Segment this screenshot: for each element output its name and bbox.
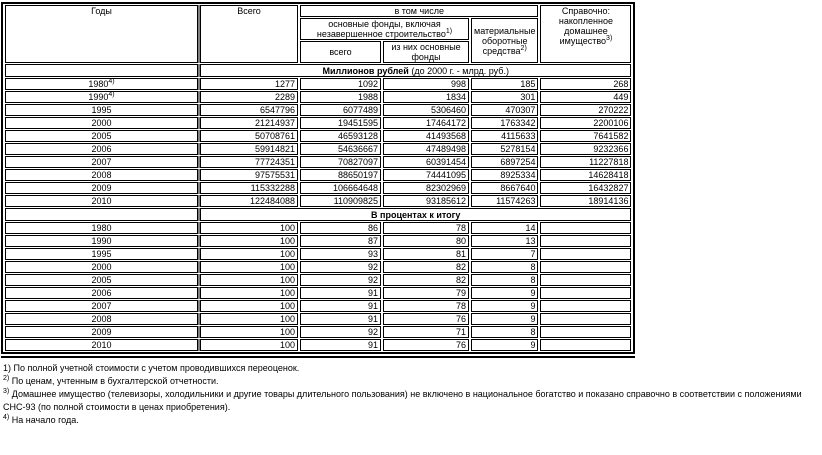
footnote-marker-3: 3): [606, 35, 613, 42]
footnotes: [3, 362, 821, 427]
year-cell: 1990$^{4)}$: [5, 91, 198, 103]
value-cell: 1092: [300, 78, 381, 90]
value-cell: 100: [200, 222, 298, 234]
year-cell: 2010: [5, 339, 198, 351]
table-row: [5, 222, 631, 234]
table-row: [5, 78, 631, 90]
col-header-years: Годы: [5, 5, 198, 63]
section-stub-cell: [5, 64, 198, 77]
year-cell: 2009: [5, 326, 198, 338]
table-row: [5, 169, 631, 181]
value-cell: 998: [383, 78, 469, 90]
value-cell: 59914821: [200, 143, 298, 155]
value-cell: 1988: [300, 91, 381, 103]
value-cell: 100: [200, 274, 298, 286]
value-cell: [540, 222, 631, 234]
table-row: [5, 326, 631, 338]
section-percent-title: [5, 208, 631, 221]
footnote-marker-4: 4): [108, 91, 115, 98]
value-cell: 8: [471, 261, 538, 273]
table-row: [5, 195, 631, 207]
footnote-separator-rule: [1, 356, 635, 358]
value-cell: 270222: [540, 104, 631, 116]
footnote-3: [3, 388, 821, 414]
section-title-row: [5, 208, 631, 221]
value-cell: 185: [471, 78, 538, 90]
value-cell: 19451595: [300, 117, 381, 129]
year-cell: 2000: [5, 261, 198, 273]
year-cell: 2010: [5, 195, 198, 207]
year-cell: 2006: [5, 143, 198, 155]
header-row-1: [5, 5, 631, 17]
value-cell: 14: [471, 222, 538, 234]
table-row: [5, 104, 631, 116]
value-cell: [540, 261, 631, 273]
national-wealth-table: [1, 2, 635, 354]
value-cell: 449: [540, 91, 631, 103]
value-cell: [540, 287, 631, 299]
value-cell: 92: [300, 261, 381, 273]
value-cell: 5278154: [471, 143, 538, 155]
year-cell: 2000: [5, 117, 198, 129]
value-cell: 47489498: [383, 143, 469, 155]
value-cell: 1763342: [471, 117, 538, 129]
section-title-percent: В процентах к итогу: [200, 208, 631, 221]
footnote-4-text: На начало года.: [11, 415, 79, 425]
value-cell: 74441095: [383, 169, 469, 181]
value-cell: 76: [383, 339, 469, 351]
footnote-4-marker: 4): [3, 414, 10, 421]
rubles-body: [5, 78, 631, 207]
value-cell: 13: [471, 235, 538, 247]
footnote-1-marker: 1): [3, 363, 12, 373]
table-row: [5, 274, 631, 286]
value-cell: 78: [383, 300, 469, 312]
value-cell: 100: [200, 235, 298, 247]
value-cell: 470307: [471, 104, 538, 116]
value-cell: 91: [300, 300, 381, 312]
value-cell: 70827097: [300, 156, 381, 168]
col-header-material: материальные оборотные средства$^{2)}$: [471, 18, 538, 63]
footnote-marker-1: 1): [445, 28, 453, 35]
footnote-marker-4: 4): [108, 78, 115, 85]
value-cell: 91: [300, 287, 381, 299]
value-cell: 11574263: [471, 195, 538, 207]
value-cell: 1834: [383, 91, 469, 103]
value-cell: 41493568: [383, 130, 469, 142]
year-cell: 2008: [5, 313, 198, 325]
value-cell: [540, 248, 631, 260]
value-cell: 8: [471, 326, 538, 338]
value-cell: 93185612: [383, 195, 469, 207]
value-cell: 14628418: [540, 169, 631, 181]
table-row: [5, 248, 631, 260]
year-cell: 1995: [5, 248, 198, 260]
value-cell: [540, 313, 631, 325]
value-cell: 110909825: [300, 195, 381, 207]
value-cell: 9: [471, 287, 538, 299]
footnote-2-text: По ценам, учтенным в бухгалтерской отчетности.: [11, 376, 219, 386]
year-cell: 1995: [5, 104, 198, 116]
value-cell: 100: [200, 326, 298, 338]
value-cell: 81: [383, 248, 469, 260]
footnote-4: [3, 414, 821, 427]
value-cell: 82: [383, 261, 469, 273]
value-cell: 91: [300, 339, 381, 351]
value-cell: 93: [300, 248, 381, 260]
value-cell: [540, 274, 631, 286]
table-row: [5, 300, 631, 312]
value-cell: 82: [383, 274, 469, 286]
value-cell: [540, 235, 631, 247]
value-cell: 9: [471, 300, 538, 312]
value-cell: 8: [471, 274, 538, 286]
value-cell: 100: [200, 300, 298, 312]
value-cell: 76: [383, 313, 469, 325]
table-row: [5, 313, 631, 325]
col-header-including: в том числе: [300, 5, 538, 17]
value-cell: 6077489: [300, 104, 381, 116]
value-cell: 2289: [200, 91, 298, 103]
value-cell: 8925334: [471, 169, 538, 181]
value-cell: 17464172: [383, 117, 469, 129]
value-cell: 122484088: [200, 195, 298, 207]
value-cell: 4115633: [471, 130, 538, 142]
value-cell: 97575531: [200, 169, 298, 181]
col-header-fixed-total: всего: [300, 41, 381, 63]
year-cell: 2005: [5, 274, 198, 286]
value-cell: 9232366: [540, 143, 631, 155]
value-cell: 9: [471, 313, 538, 325]
value-cell: [540, 339, 631, 351]
table-row: [5, 339, 631, 351]
value-cell: 88650197: [300, 169, 381, 181]
value-cell: 5306460: [383, 104, 469, 116]
value-cell: 100: [200, 248, 298, 260]
year-cell: 2005: [5, 130, 198, 142]
year-cell: 2007: [5, 300, 198, 312]
value-cell: 18914136: [540, 195, 631, 207]
col-header-total: Всего: [200, 5, 298, 63]
value-cell: 100: [200, 313, 298, 325]
section-rubles-title: [5, 64, 631, 77]
value-cell: 301: [471, 91, 538, 103]
value-cell: 60391454: [383, 156, 469, 168]
table-row: [5, 182, 631, 194]
value-cell: 71: [383, 326, 469, 338]
value-cell: 100: [200, 261, 298, 273]
value-cell: 82302969: [383, 182, 469, 194]
year-cell: 2009: [5, 182, 198, 194]
value-cell: 92: [300, 326, 381, 338]
value-cell: 115332288: [200, 182, 298, 194]
table-row: [5, 91, 631, 103]
section-stub-cell: [5, 208, 198, 221]
value-cell: 6897254: [471, 156, 538, 168]
value-cell: 91: [300, 313, 381, 325]
year-cell: 2007: [5, 156, 198, 168]
value-cell: 6547796: [200, 104, 298, 116]
value-cell: 268: [540, 78, 631, 90]
table-row: [5, 143, 631, 155]
value-cell: 8667640: [471, 182, 538, 194]
value-cell: 100: [200, 287, 298, 299]
value-cell: 11227818: [540, 156, 631, 168]
col-header-reference: Справочно: накопленное домашнее имущество$^{3)}$: [540, 5, 631, 63]
year-cell: 2008: [5, 169, 198, 181]
value-cell: 100: [200, 339, 298, 351]
value-cell: [540, 300, 631, 312]
year-cell: 2006: [5, 287, 198, 299]
value-cell: 7641582: [540, 130, 631, 142]
footnote-2-marker: 2): [3, 375, 10, 382]
col-header-fixed-of-which: из них основные фонды: [383, 41, 469, 63]
value-cell: 106664648: [300, 182, 381, 194]
footnote-2: [3, 375, 821, 388]
footnote-1-text: По полной учетной стоимости с учетом проводившихся переоценок.: [13, 363, 300, 373]
table-row: [5, 117, 631, 129]
value-cell: 1277: [200, 78, 298, 90]
value-cell: 78: [383, 222, 469, 234]
value-cell: 54636667: [300, 143, 381, 155]
year-cell: 1990: [5, 235, 198, 247]
section-title-row: [5, 64, 631, 77]
value-cell: 92: [300, 274, 381, 286]
year-cell: 1980: [5, 222, 198, 234]
value-cell: 50708761: [200, 130, 298, 142]
value-cell: 86: [300, 222, 381, 234]
value-cell: 16432827: [540, 182, 631, 194]
value-cell: 21214937: [200, 117, 298, 129]
col-header-fixed-assets: основные фонды, включая незавершенное строительство$^{1)}$: [300, 18, 469, 40]
value-cell: 77724351: [200, 156, 298, 168]
value-cell: 87: [300, 235, 381, 247]
section-title-rubles: Миллионов рублей (до 2000 г. - млрд. руб.): [200, 64, 631, 77]
value-cell: 80: [383, 235, 469, 247]
footnote-marker-2: 2): [520, 44, 527, 52]
table-row: [5, 261, 631, 273]
footnote-1: [3, 362, 821, 375]
year-cell: 1980$^{4)}$: [5, 78, 198, 90]
value-cell: [540, 326, 631, 338]
table-row: [5, 130, 631, 142]
percent-body: [5, 222, 631, 351]
value-cell: 46593128: [300, 130, 381, 142]
footnote-3-marker: 3): [3, 388, 10, 395]
table-header: [5, 5, 631, 63]
table-row: [5, 287, 631, 299]
footnote-3-text: Домашнее имущество (телевизоры, холодильники и другие товары длительного пользования) не включено в национальное богатство и показано справочно в соответствии с положениями СНС-93 (по полной стоимости в ценах приобретения).: [3, 389, 802, 412]
value-cell: 2200106: [540, 117, 631, 129]
table-row: [5, 235, 631, 247]
value-cell: 9: [471, 339, 538, 351]
table-row: [5, 156, 631, 168]
value-cell: 79: [383, 287, 469, 299]
value-cell: 7: [471, 248, 538, 260]
